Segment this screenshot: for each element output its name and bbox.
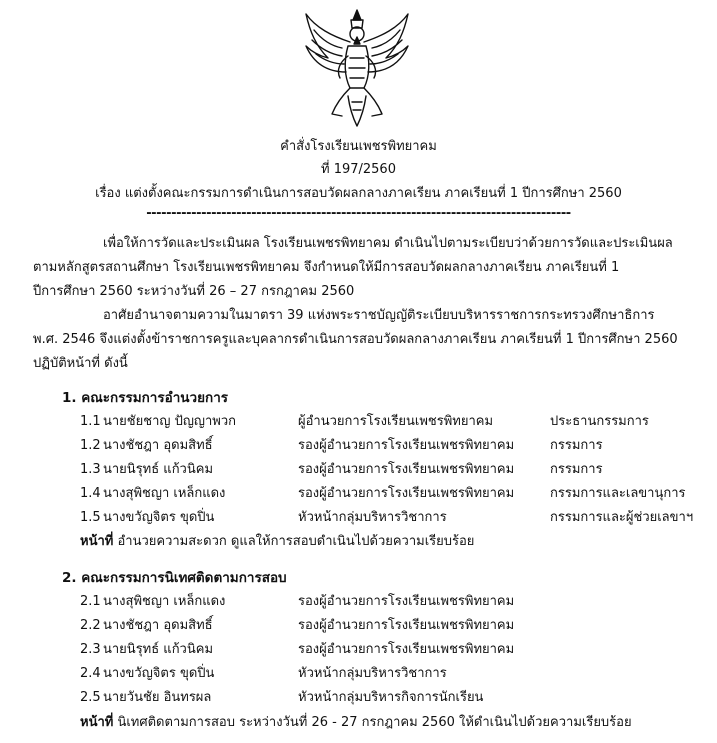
section-heading: 2. คณะกรรมการนิเทศติดตามการสอบ — [62, 570, 287, 586]
member-number: 1.1 — [80, 414, 101, 429]
order-title: คำสั่งโรงเรียนเพชรพิทยาคม — [280, 139, 437, 154]
member-position: รองผู้อำนวยการโรงเรียนเพชรพิทยาคม — [298, 462, 515, 477]
member-name: นางสุพิชญา เหล็กแดง — [103, 486, 226, 501]
section-heading: 1. คณะกรรมการอำนวยการ — [62, 390, 229, 406]
member-role: กรรมการและผู้ช่วยเลขาฯ — [550, 510, 694, 525]
duty-statement — [80, 533, 474, 551]
member-role: ประธานกรรมการ — [550, 414, 649, 429]
authority-line-2: พ.ศ. 2546 จึงแต่งตั้งข้าราชการครูและบุคลากรดำเนินการสอบวัดผลกลางภาคเรียน ภาคเรียนที่ 1 ปีการศึกษา 2560 — [33, 332, 678, 347]
member-number: 2.2 — [80, 618, 101, 633]
order-subject: เรื่อง แต่งตั้งคณะกรรมการดำเนินการสอบวัดผลกลางภาคเรียน ภาคเรียนที่ 1 ปีการศึกษา 2560 — [95, 186, 622, 201]
member-position: รองผู้อำนวยการโรงเรียนเพชรพิทยาคม — [298, 618, 515, 633]
member-position: หัวหน้ากลุ่มบริหารกิจการนักเรียน — [298, 690, 484, 705]
authority-line-1: อาศัยอำนาจตามความในมาตรา 39 แห่งพระราชบัญญัติระเบียบบริหารราชการกระทรวงศึกษาธิการ — [103, 308, 655, 323]
member-name: นางสุพิชญา เหล็กแดง — [103, 594, 226, 609]
member-name: นายวันชัย อินทรผล — [103, 690, 212, 705]
preamble-line-1: เพื่อให้การวัดและประเมินผล โรงเรียนเพชรพิทยาคม ดำเนินไปตามระเบียบว่าด้วยการวัดและประเมินผล — [103, 236, 673, 251]
member-name: นางขวัญจิตร ขุดปิ่น — [103, 510, 215, 525]
member-number: 2.3 — [80, 642, 101, 657]
member-role: กรรมการและเลขานุการ — [550, 486, 686, 501]
member-number: 1.3 — [80, 462, 101, 477]
duty-text: อำนวยความสะดวก ดูแลให้การสอบดำเนินไปด้วยความเรียบร้อย — [113, 534, 475, 549]
member-position: รองผู้อำนวยการโรงเรียนเพชรพิทยาคม — [298, 594, 515, 609]
preamble-line-3: ปีการศึกษา 2560 ระหว่างวันที่ 26 – 27 กรกฎาคม 2560 — [33, 284, 355, 299]
member-number: 1.2 — [80, 438, 101, 453]
member-name: นางขวัญจิตร ขุดปิ่น — [103, 666, 215, 681]
member-number: 2.4 — [80, 666, 101, 681]
member-position: หัวหน้ากลุ่มบริหารวิชาการ — [298, 510, 447, 525]
divider-line: ------------------------------------------------------------------------------------- — [146, 206, 571, 221]
member-position: รองผู้อำนวยการโรงเรียนเพชรพิทยาคม — [298, 642, 515, 657]
member-role: กรรมการ — [550, 438, 603, 453]
duty-text: นิเทศติดตามการสอบ ระหว่างวันที่ 26 - 27 กรกฎาคม 2560 ให้ดำเนินไปด้วยความเรียบร้อย — [113, 715, 632, 730]
member-name: นางชัชฎา อุดมสิทธิ์ — [103, 438, 213, 453]
member-position: รองผู้อำนวยการโรงเรียนเพชรพิทยาคม — [298, 438, 515, 453]
member-name: นายนิรุทธ์ แก้วนิคม — [103, 462, 214, 477]
garuda-emblem — [302, 6, 412, 130]
duty-label: หน้าที่ — [80, 534, 114, 549]
order-number: ที่ 197/2560 — [321, 162, 396, 177]
member-name: นางชัชฎา อุดมสิทธิ์ — [103, 618, 213, 633]
member-name: นายนิรุทธ์ แก้วนิคม — [103, 642, 214, 657]
preamble-line-2: ตามหลักสูตรสถานศึกษา โรงเรียนเพชรพิทยาคม จึงกำหนดให้มีการสอบวัดผลกลางภาคเรียน ภาคเรียนที่ 1 — [33, 260, 620, 275]
member-name: นายชัยชาญ ปัญญาพวก — [103, 414, 237, 429]
member-number: 1.5 — [80, 510, 101, 525]
member-number: 1.4 — [80, 486, 101, 501]
member-number: 2.5 — [80, 690, 101, 705]
member-position: รองผู้อำนวยการโรงเรียนเพชรพิทยาคม — [298, 486, 515, 501]
member-position: ผู้อำนวยการโรงเรียนเพชรพิทยาคม — [298, 414, 494, 429]
member-role: กรรมการ — [550, 462, 603, 477]
member-number: 2.1 — [80, 594, 101, 609]
duty-label: หน้าที่ — [80, 715, 114, 730]
duty-statement — [80, 714, 632, 732]
member-position: หัวหน้ากลุ่มบริหารวิชาการ — [298, 666, 447, 681]
authority-line-3: ปฏิบัติหน้าที่ ดังนี้ — [33, 356, 128, 371]
